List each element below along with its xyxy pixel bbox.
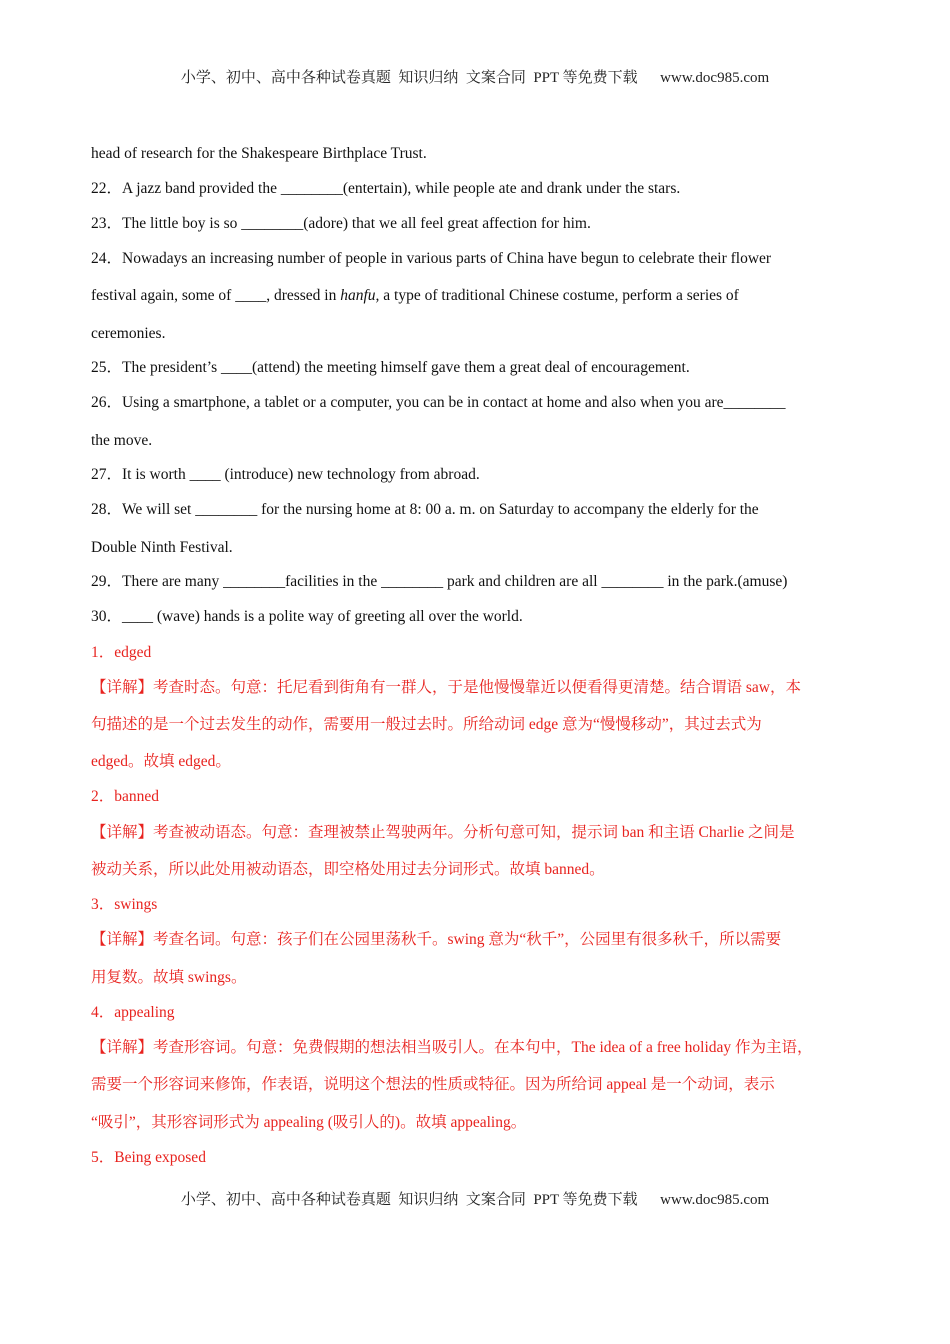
answer-4-detail: 需要一个形容词来修饰，作表语，说明这个想法的性质或特征。因为所给词 appeal 是一个动词，表示	[91, 1076, 775, 1093]
question-22: 22．A jazz band provided the ________(entertain), while people ate and drank under the stars.	[91, 180, 681, 197]
question-23: 23．The little boy is so ________(adore) that we all feel great affection for him.	[91, 215, 591, 232]
page-header: 小学、初中、高中各种试卷真题 知识归纳 文案合同 PPT 等免费下载 www.doc985.com	[180, 70, 770, 86]
question-24-text: a type of traditional Chinese costume, perform a series of	[379, 287, 739, 304]
question-26-line2: the move.	[91, 432, 153, 449]
answer-3-detail: 【详解】考查名词。句意：孩子们在公园里荡秋千。swing 意为“秋千”，公园里有很多秋千，所以需要	[91, 931, 782, 948]
answer-4-detail: “吸引”，其形容词形式为 appealing (吸引人的)。故填 appealing。	[91, 1114, 527, 1131]
answer-1: 1．edged	[91, 644, 152, 661]
question-29: 29．There are many ________facilities in the ________ park and children are all ________ in the park.(amuse)	[91, 573, 788, 590]
answer-1-detail: edged。故填 edged。	[91, 753, 231, 770]
question-27: 27．It is worth ____ (introduce) new technology from abroad.	[91, 466, 480, 483]
question-24-line2	[91, 286, 739, 306]
question-24-line3: ceremonies.	[91, 325, 166, 342]
answer-2-detail: 【详解】考查被动语态。句意：查理被禁止驾驶两年。分析句意可知，提示词 ban 和主语 Charlie 之间是	[91, 824, 795, 841]
answer-1-detail: 【详解】考查时态。句意：托尼看到街角有一群人，于是他慢慢靠近以便看得更清楚。结合谓语 saw，本	[91, 679, 801, 696]
question-24-line1: 24．Nowadays an increasing number of people in various parts of China have begun to celebrate their flower	[91, 250, 772, 267]
answer-4: 4．appealing	[91, 1004, 175, 1021]
page-footer: 小学、初中、高中各种试卷真题 知识归纳 文案合同 PPT 等免费下载 www.doc985.com	[180, 1192, 770, 1208]
answer-3: 3．swings	[91, 896, 158, 913]
question-24-text: festival again, some of ____, dressed in	[91, 287, 341, 304]
answer-2-detail: 被动关系，所以此处用被动语态，即空格处用过去分词形式。故填 banned。	[91, 861, 605, 878]
answer-4-detail: 【详解】考查形容词。句意：免费假期的想法相当吸引人。在本句中，The idea of a free holiday 作为主语，	[91, 1039, 813, 1056]
question-21-continuation: head of research for the Shakespeare Birthplace Trust.	[91, 145, 427, 162]
question-26-line1: 26．Using a smartphone, a tablet or a computer, you can be in contact at home and also when you are________	[91, 394, 786, 411]
question-28-line1: 28．We will set ________ for the nursing home at 8: 00 a. m. on Saturday to accompany the elderly for the	[91, 501, 759, 518]
question-24-italic-term: hanfu,	[340, 287, 380, 304]
answer-3-detail: 用复数。故填 swings。	[91, 969, 247, 986]
answer-2: 2．banned	[91, 788, 160, 805]
question-28-line2: Double Ninth Festival.	[91, 539, 233, 556]
question-30: 30．____ (wave) hands is a polite way of greeting all over the world.	[91, 608, 523, 625]
answer-5: 5．Being exposed	[91, 1149, 206, 1166]
question-25: 25．The president’s ____(attend) the meeting himself gave them a great deal of encouragement.	[91, 359, 690, 376]
answer-1-detail: 句描述的是一个过去发生的动作，需要用一般过去时。所给动词 edge 意为“慢慢移动”，其过去式为	[91, 716, 762, 733]
